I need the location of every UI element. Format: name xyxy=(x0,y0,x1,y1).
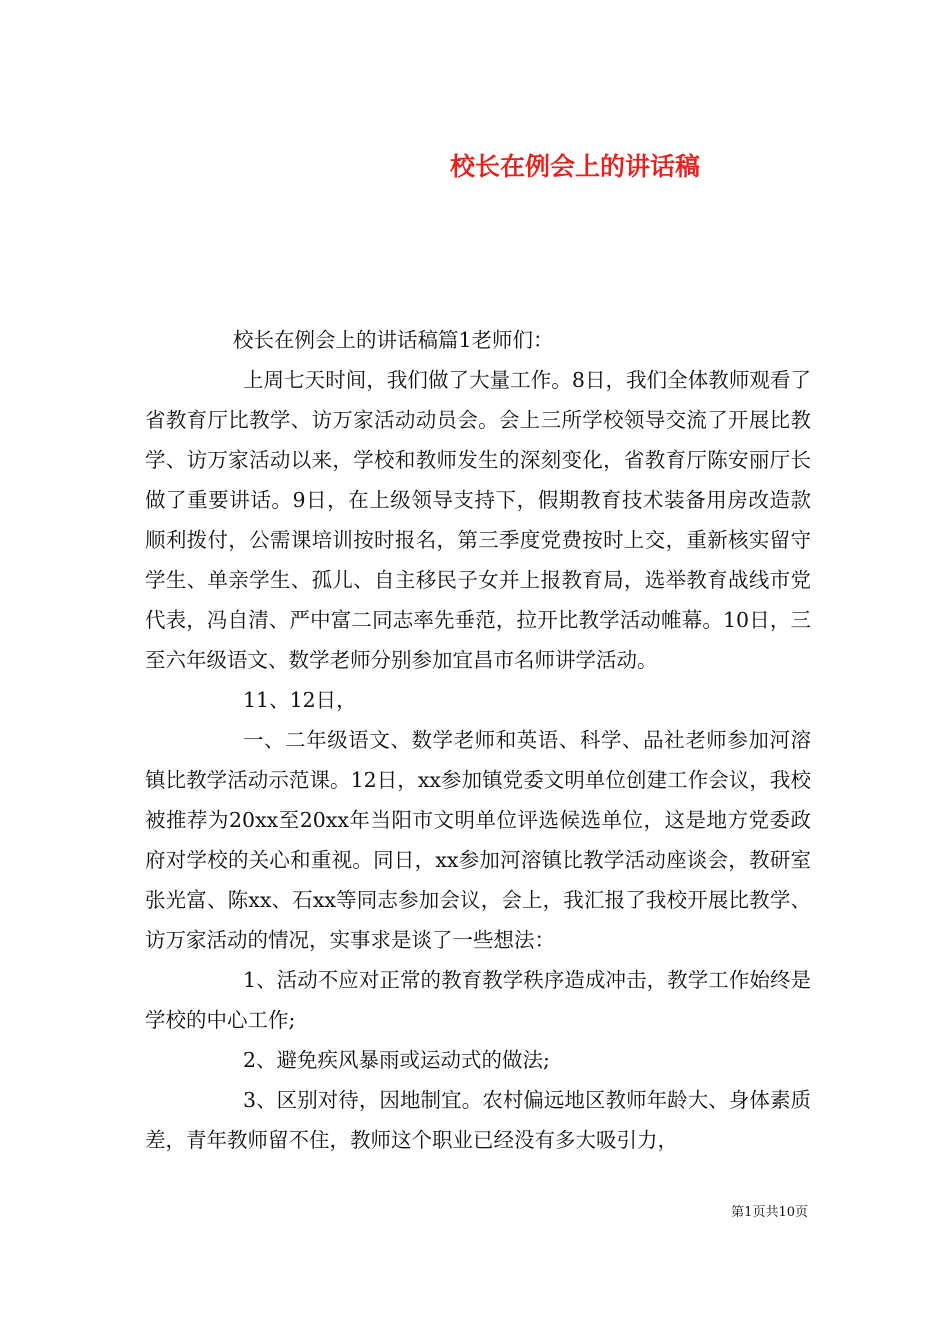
paragraph-week-summary: 上周七天时间，我们做了大量工作。8日，我们全体教师观看了省教育厅比教学、访万家活动动员会。会上三所学校领导交流了开展比教学、访万家活动以来，学校和教师发生的深刻变化，省教育厅陈安丽厅长做了重要讲话。9日，在上级领导支持下，假期教育技术装备用房改造款顺利拨付，公需课培训按时报名，第三季度党费按时上交，重新核实留守学生、单亲学生、孤儿、自主移民子女并上报教育局，选举教育战线市党代表，冯自清、严中富二同志率先垂范，拉开比教学活动帷幕。10日，三至六年级语文、数学老师分别参加宜昌市名师讲学活动。 xyxy=(145,368,811,672)
paragraph-point-2: 2、避免疾风暴雨或运动式的做法; xyxy=(243,1048,550,1072)
paragraph-point-1: 1、活动不应对正常的教育教学秩序造成冲击，教学工作始终是学校的中心工作; xyxy=(145,968,811,1032)
document-title: 校长在例会上的讲话稿 xyxy=(449,151,700,181)
page-number: 第1页共10页 xyxy=(731,1205,808,1220)
paragraph-dates: 11、12日， xyxy=(243,688,357,712)
paragraph-activities: 一、二年级语文、数学老师和英语、科学、品社老师参加河溶镇比教学活动示范课。12日，xx参加镇党委文明单位创建工作会议，我校被推荐为20xx至20xx年当阳市文明单位评选候选单位，这是地方党委政府对学校的关心和重视。同日，xx参加河溶镇比教学活动座谈会，教研室张光富、陈xx、石xx等同志参加会议，会上，我汇报了我校开展比教学、访万家活动的情况，实事求是谈了一些想法： xyxy=(145,728,811,952)
document-body xyxy=(145,320,811,1160)
paragraph-point-3: 3、区别对待，因地制宜。农村偏远地区教师年龄大、身体素质差，青年教师留不住，教师这个职业已经没有多大吸引力， xyxy=(145,1088,811,1152)
paragraph-intro: 校长在例会上的讲话稿篇1老师们： xyxy=(233,328,554,352)
